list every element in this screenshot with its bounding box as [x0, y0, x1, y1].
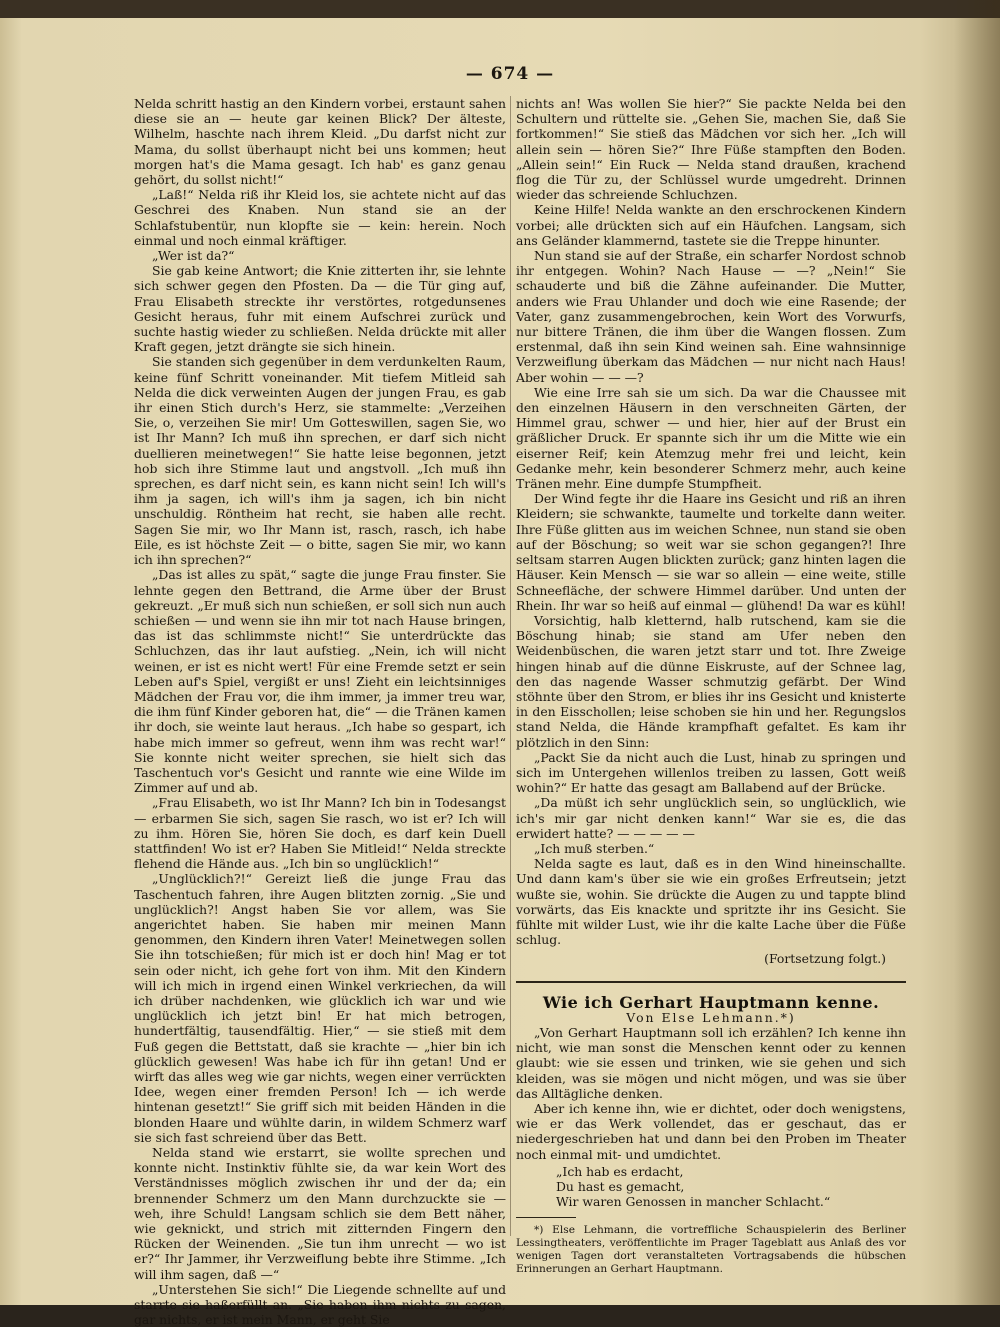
page-number: — 674 — [465, 64, 555, 84]
article-paragraph: Aber ich kenne ihn, wie er dichtet, oder doch wenigstens, wie er das Werk vollendet, das er geschaut, das er niedergeschrieben hat und dann bei den Proben im Theater noch einmal mit- und umdichtet. [516, 1101, 906, 1162]
paragraph: Nelda stand wie erstarrt, sie wollte sprechen und konnte nicht. Instinktiv fühlte sie, da war kein Wort des Verständnisses möglich zwischen ihr und der da; ein brennender Schmerz um den Mann durchzuckte sie — weh, ihre Schuld! Langsam schlich sie dem Bett näher, wie geknickt, und strich mit zitternden Fingern den Rücken der Weinenden. „Sie tun ihm unrecht — wo ist er?“ Ihr Jammer, ihr Verzweiflung bebte ihre Stimme. „Ich will ihm sagen, daß —“ [134, 1145, 506, 1282]
paragraph: Nelda sagte es laut, daß es in den Wind hineinschallte. Und dann kam's über sie wie ein großes Erfreutsein; jetzt wußte sie, wohin. Sie drückte die Augen zu und tappte blind vorwärts, das Eis knackte und spritzte ihr ins Gesicht. Sie fühlte mit wilder Lust, wie ihr die kalte Lache über die Füße schlug. [516, 856, 906, 948]
paragraph: „Laß!“ Nelda riß ihr Kleid los, sie achtete nicht auf das Geschrei des Knaben. Nun stand sie an der Schlafstubentür, nun klopfte sie — kein: herein. Noch einmal und noch einmal kräftiger. [134, 187, 506, 248]
binding-shadow [954, 0, 1000, 1305]
footnote: *) Else Lehmann, die vortreffliche Schauspielerin des Berliner Lessingtheaters, veröffentlichte im Prager Tageblatt aus Anlaß des vor wenigen Tagen dort veranstalteten Vortragsabends die hübschen Erinnerungen an Gerhart Hauptmann. [516, 1224, 906, 1276]
left-column [134, 96, 506, 1327]
right-column [516, 96, 907, 1276]
column-divider [510, 96, 511, 1236]
paragraph: Nelda schritt hastig an den Kindern vorbei, erstaunt sahen diese sie an — heute gar keinen Blick? Der älteste, Wilhelm, haschte nach ihrem Kleid. „Du darfst nicht zur Mama, du sollst überhaupt nicht bei uns kommen; heut morgen hat's die Mama gesagt. Ich hab' es ganz genau gehört, du sollst nicht!“ [134, 96, 506, 188]
scan-top-edge [0, 0, 1000, 18]
paragraph: Sie gab keine Antwort; die Knie zitterten ihr, sie lehnte sich schwer gegen den Pfosten. Da — die Tür ging auf, Frau Elisabeth streckte ihr verstörtes, rotgedunsenes Gesicht heraus, fuhr mit einem Aufschrei zurück und suchte hastig wieder zu schließen. Nelda drückte mit aller Kraft gegen, jetzt drängte sie sich hinein. [134, 263, 506, 355]
paragraph: nichts an! Was wollen Sie hier?“ Sie packte Nelda bei den Schultern und rüttelte sie. „Gehen Sie, machen Sie, daß Sie fortkommen!“ Sie stieß das Mädchen vor sich her. „Ich will allein sein — hören Sie?“ Ihre Füße stampften den Boden. „Allein sein!“ Ein Ruck — Nelda stand draußen, krachend flog die Tür zu, der Schlüssel wurde umgedreht. Drinnen wieder das schreiende Schluchzen. [516, 96, 906, 203]
verse-line: Wir waren Genossen in mancher Schlacht.“ [556, 1194, 831, 1210]
paragraph: „Das ist alles zu spät,“ sagte die junge Frau finster. Sie lehnte gegen den Bettrand, die Arme über der Brust gekreuzt. „Er muß sich nun schießen, er soll sich nun auch schießen — und wenn sie ihn mir tot nach Hause bringen, das ist das schlimmste nicht!“ Sie unterdrückte das Schluchzen, das ihr laut aufstieg. „Nein, ich will nicht weinen, er ist es nicht wert! Für eine Fremde setzt er sein Leben auf's Spiel, vergißt er uns! Zieht ein leichtsinniges Mädchen der Frau vor, die ihm immer, ja immer treu war, die ihm fünf Kinder geboren hat, die“ — die Tränen kamen ihr doch, sie weinte laut heraus. „Ich habe so gespart, ich habe mich immer so gefreut, wenn ihm was recht war!“ Sie konnte nicht weiter sprechen, sie hielt sich das Taschentuch vor's Gesicht und rannte wie eine Wilde im Zimmer auf und ab. [134, 567, 506, 796]
paragraph: Der Wind fegte ihr die Haare ins Gesicht und riß an ihren Kleidern; sie schwankte, taumelte und torkelte dann weiter. Ihre Füße glitten aus im weichen Schnee, nun stand sie oben auf der Böschung; so weit war sie schon gegangen?! Ihre seltsam starren Augen blickten zurück; ganz hinten lagen die Häuser. Kein Mensch — sie war so allein — eine weite, stille Schneefläche, der schwere Himmel darüber. Und unten der Rhein. Ihr war so heiß auf einmal — glühend! Da war es kühl! [516, 491, 907, 613]
continued-note: (Fortsetzung folgt.) [764, 951, 886, 967]
paragraph: Sie standen sich gegenüber in dem verdunkelten Raum, keine fünf Schritt voneinander. Mit tiefem Mitleid sah Nelda die dick verweinten Augen der jungen Frau, es gab ihr einen Stich durch's Herz, sie stammelte: „Verzeihen Sie, o, verzeihen Sie mir! Um Gotteswillen, sagen Sie, wo ist Ihr Mann? Ich muß ihn sprechen, er darf sich nicht duellieren meinetwegen!“ Sie hatte leise begonnen, jetzt hob sich ihre Stimme laut und angstvoll. „Ich muß ihn sprechen, es darf nicht sein, es kann nicht sein! Ich will's ihm ja sagen, ich will's ihm ja sagen, ich bin nicht unschuldig. Röntheim hat recht, sie haben alle recht. Sagen Sie mir, wo Ihr Mann ist, rasch, rasch, ich habe Eile, es ist höchste Zeit — o bitte, sagen Sie mir, wo kann ich ihn sprechen?“ [134, 354, 506, 568]
verse-line: Du hast es gemacht, [556, 1179, 685, 1195]
article-title: Wie ich Gerhart Hauptmann kenne. [542, 992, 880, 1012]
paragraph: „Ich muß sterben.“ [534, 840, 655, 856]
paragraph: Vorsichtig, halb kletternd, halb rutschend, kam sie die Böschung hinab; sie stand am Ufer neben den Weidenbüschen, die waren jetzt starr und tot. Ihre Zweige hingen hinab auf die dünne Eiskruste, auf der Schnee lag, den das nagende Wasser schmutzig gefärbt. Der Wind stöhnte über den Strom, er blies ihr ins Gesicht und knisterte in den Eisschollen; leise schoben sie hin und her. Regungslos stand Nelda, die Hände krampfhaft gefaltet. Es kam ihr plötzlich in den Sinn: [516, 612, 906, 750]
article-paragraph: „Von Gerhart Hauptmann soll ich erzählen? Ich kenne ihn nicht, wie man sonst die Menschen kennt oder zu kennen glaubt: wie sie essen und trinken, wie sie gehen und sich kleiden, was sie mögen und nicht mögen, und was sie über das Alltägliche denken. [516, 1024, 906, 1101]
paragraph: „Packt Sie da nicht auch die Lust, hinab zu springen und sich im Untergehen willenlos treiben zu lassen, Gott weiß wohin?“ Er hatte das gesagt am Ballabend auf der Brücke. [516, 749, 906, 796]
footnote-rule [516, 1217, 576, 1218]
verse-line: „Ich hab es erdacht, [556, 1163, 684, 1179]
article-byline: Von Else Lehmann.*) [626, 1009, 796, 1025]
paragraph: „Unglücklich?!“ Gereizt ließ die junge Frau das Taschentuch fahren, ihre Augen blitzten zornig. „Sie und unglücklich?! Angst haben Sie vor allem, was Sie angerichtet haben. Sie haben mir meinen Mann genommen, den Kindern ihren Vater! Meinetwegen sollen Sie ihn totschießen; für mich ist er doch hin! Mag er tot sein oder nicht, ich gehe fort von ihm. Mit den Kindern will ich mich in irgend einen Winkel verkriechen, da will ich drüber nachdenken, wie glücklich ich war und wie unglücklich ich jetzt bin! Er hat mich betrogen, hundertfältig, tausendfältig. Hier,“ — sie stieß mit dem Fuß gegen die Bettstatt, daß sie krachte — „hier bin ich glücklich gewesen! Was habe ich für ihn getan! Und er wirft das alles weg wie gar nichts, wegen einer verrückten Idee, wegen einer fremden Person! Ich — ich werde hintenan gesetzt!“ Sie griff sich mit beiden Händen in die blonden Haare und wühlte darin, in wildem Schmerz warf sie sich fast schreiend über das Bett. [134, 871, 506, 1145]
paragraph: „Frau Elisabeth, wo ist Ihr Mann? Ich bin in Todesangst — erbarmen Sie sich, sagen Sie rasch, wo ist er? Ich will zu ihm. Hören Sie, hören Sie doch, es darf kein Duell stattfinden! Wo ist er? Haben Sie Mitleid!“ Nelda streckte flehend die Hände aus. „Ich bin so unglücklich!“ [134, 795, 506, 872]
verse-quote [556, 1164, 906, 1210]
paragraph: „Wer ist da?“ [152, 248, 235, 264]
paragraph: „Unterstehen Sie sich!“ Die Liegende schnellte auf und starrte sie haßerfüllt an. „Sie haben ihm nichts zu sagen, gar nichts, er ist mein Mann, er geht Sie [134, 1281, 506, 1327]
paragraph: Wie eine Irre sah sie um sich. Da war die Chaussee mit den einzelnen Häusern in den verschneiten Gärten, der Himmel grau, schwer — und hier, hier auf der Brust ein gräßlicher Druck. Er spannte sich ihr um die Mitte wie ein eiserner Reif; kein Atemzug mehr frei und leicht, kein Gedanke mehr, kein besonderer Schmerz mehr, auch keine Tränen mehr. Eine dumpfe Stumpfheit. [516, 384, 906, 492]
paragraph: Keine Hilfe! Nelda wankte an den erschrockenen Kindern vorbei; alle drückten sich auf ein Häufchen. Langsam, sich ans Geländer klammernd, tastete sie die Treppe hinunter. [516, 202, 906, 248]
paragraph: Nun stand sie auf der Straße, ein scharfer Nordost schnob ihr entgegen. Wohin? Nach Hause — —? „Nein!“ Sie schauderte und biß die Zähne aufeinander. Die Mutter, anders wie Frau Uhlander und doch wie eine Rasende; der Vater, ganz zusammengebrochen, kein Wort des Vorwurfs, nur bittere Tränen, die ihm über die Wangen flossen. Zum erstenmal, daß ihn sein Kind weinen sah. Eine wahnsinnige Verzweiflung überkam das Mädchen — nur nicht nach Haus! Aber wohin — — —? [516, 248, 906, 385]
section-divider [516, 981, 906, 983]
paragraph: „Da müßt ich sehr unglücklich sein, so unglücklich, wie ich's mir gar nicht denken kann!“ War sie es, die das erwidert hatte? — — — — — [516, 795, 906, 841]
